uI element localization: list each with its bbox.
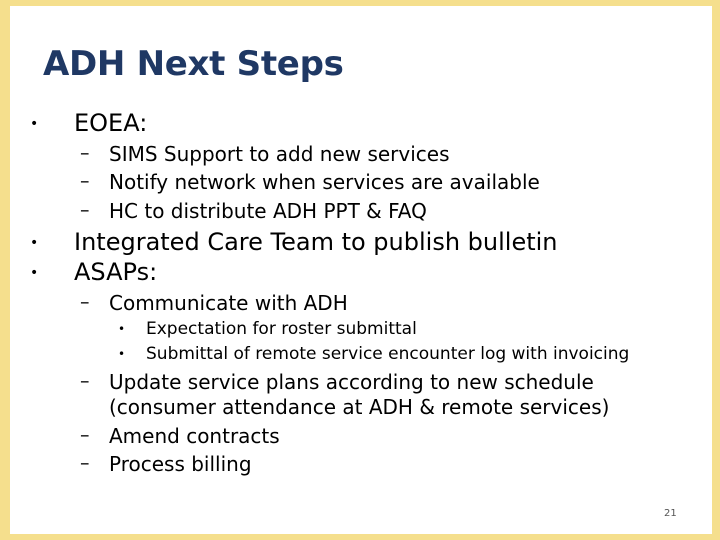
subbullet-notify-network: Notify network when services are available xyxy=(109,170,540,194)
page-number: 21 xyxy=(664,508,677,519)
slide-border-bottom xyxy=(0,534,720,540)
subbullet-communicate-adh: Communicate with ADH xyxy=(109,291,348,315)
sub-bullet-marker: • xyxy=(118,322,126,336)
dash-marker: – xyxy=(80,452,90,474)
subsubbullet-roster: Expectation for roster submittal xyxy=(146,319,417,339)
subbullet-hc-distribute: HC to distribute ADH PPT & FAQ xyxy=(109,199,427,223)
dash-marker: – xyxy=(80,291,90,313)
slide-border-left xyxy=(0,0,10,540)
slide-border-top xyxy=(0,0,720,6)
dash-marker: – xyxy=(80,170,90,192)
subbullet-sims-support: SIMS Support to add new services xyxy=(109,142,450,166)
subbullet-amend-contracts: Amend contracts xyxy=(109,424,280,448)
bullet-marker: • xyxy=(30,235,39,251)
bullet-marker: • xyxy=(30,265,39,281)
bullet-eoea: EOEA: xyxy=(74,109,148,137)
subsubbullet-encounter-log: Submittal of remote service encounter log with invoicing xyxy=(146,344,630,364)
bullet-integrated-care-team: Integrated Care Team to publish bulletin xyxy=(74,228,558,256)
subbullet-update-plans-line2: (consumer attendance at ADH & remote services) xyxy=(109,395,610,419)
dash-marker: – xyxy=(80,199,90,221)
bullet-marker: • xyxy=(30,116,39,132)
slide-title: ADH Next Steps xyxy=(43,44,344,84)
dash-marker: – xyxy=(80,424,90,446)
sub-bullet-marker: • xyxy=(118,347,126,361)
subbullet-process-billing: Process billing xyxy=(109,452,252,476)
subbullet-update-plans-line1: Update service plans according to new schedule xyxy=(109,370,594,394)
bullet-asaps: ASAPs: xyxy=(74,258,158,286)
dash-marker: – xyxy=(80,142,90,164)
dash-marker: – xyxy=(80,370,90,392)
slide-border-right xyxy=(712,0,720,540)
